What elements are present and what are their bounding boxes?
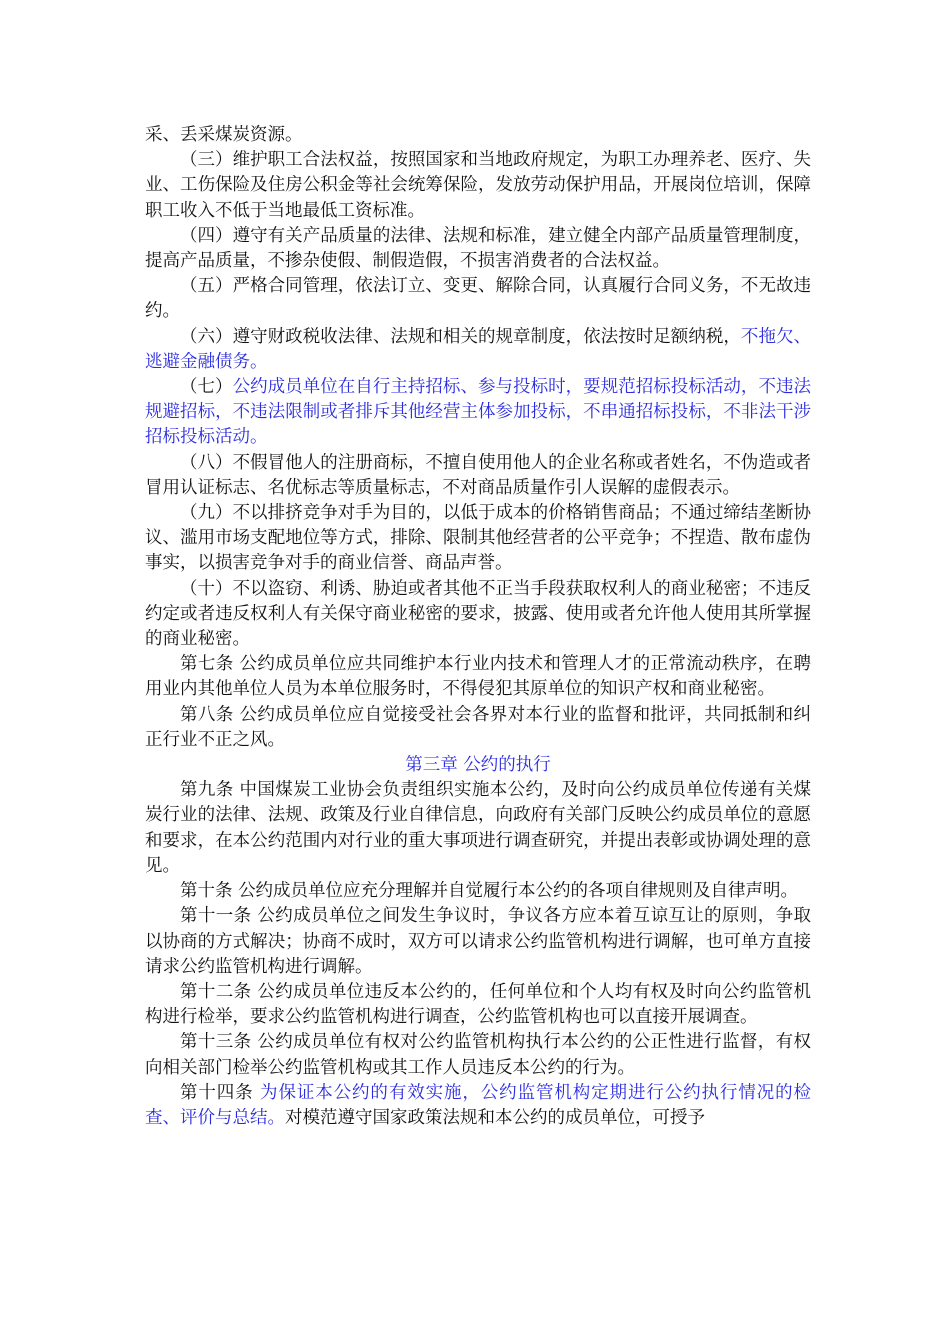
paragraph bbox=[145, 451, 811, 501]
text-run: 第十三条 公约成员单位有权对公约监管机构执行本公约的公正性进行监督，有权向相关部门检举公约监管机构或其工作人员违反本公约的行为。 bbox=[145, 1032, 811, 1078]
paragraph bbox=[145, 375, 811, 451]
text-run: （三）维护职工合法权益，按照国家和当地政府规定，为职工办理养老、医疗、失业、工伤保险及住房公积金等社会统筹保险，发放劳动保护用品，开展岗位培训，保障职工收入不低于当地最低工资标准。 bbox=[145, 150, 811, 221]
paragraph bbox=[145, 325, 811, 375]
paragraph bbox=[145, 879, 811, 904]
paragraph bbox=[145, 904, 811, 980]
paragraph bbox=[145, 1081, 811, 1131]
text-run: 第九条 中国煤炭工业协会负责组织实施本公约，及时向公约成员单位传递有关煤炭行业的法律、法规、政策及行业自律信息，向政府有关部门反映公约成员单位的意愿和要求，在本公约范围内对行业的重大事项进行调查研究，并提出表彰或协调处理的意见。 bbox=[145, 780, 811, 876]
text-run: 采、丢采煤炭资源。 bbox=[145, 125, 303, 145]
paragraph bbox=[145, 577, 811, 653]
text-run: （六）遵守财政税收法律、法规和相关的规章制度，依法按时足额纳税， bbox=[180, 326, 741, 347]
text-run: 第十条 公约成员单位应充分理解并自觉履行本公约的各项自律规则及自律声明。 bbox=[180, 881, 799, 902]
highlighted-text: 第三章 公约的执行 bbox=[405, 755, 551, 776]
text-run: 第十一条 公约成员单位之间发生争议时，争议各方应本着互谅互让的原则，争取以协商的方式解决；协商不成时，双方可以请求公约监管机构进行调解，也可单方直接请求公约监管机构进行调解。 bbox=[145, 906, 811, 977]
text-run: 第十四条 bbox=[180, 1082, 261, 1103]
text-run: 第十二条 公约成员单位违反本公约的，任何单位和个人均有权及时向公约监管机构进行检举，要求公约监管机构进行调查，公约监管机构也可以直接开展调查。 bbox=[145, 981, 811, 1028]
text-run: （八）不假冒他人的注册商标，不擅自使用他人的企业名称或者姓名，不伪造或者冒用认证标志、名优标志等质量标志，不对商品质量作引人误解的虚假表示。 bbox=[145, 452, 811, 498]
text-run: （七） bbox=[180, 377, 233, 398]
paragraph bbox=[145, 1030, 811, 1080]
highlighted-text: 为保证本公约的有效实施，公约监管机构定期进行公约执行情况的检查、评价与总结。 bbox=[145, 1082, 812, 1128]
paragraph bbox=[145, 123, 811, 148]
chapter-heading bbox=[145, 753, 811, 778]
paragraph bbox=[145, 980, 811, 1030]
paragraph bbox=[145, 778, 811, 879]
paragraph bbox=[145, 703, 811, 753]
text-run: 第七条 公约成员单位应共同维护本行业内技术和管理人才的正常流动秩序，在聘用业内其他单位人员为本单位服务时，不得侵犯其原单位的知识产权和商业秘密。 bbox=[145, 654, 811, 700]
paragraph bbox=[145, 501, 811, 577]
text-run: （九）不以排挤竞争对手为目的，以低于成本的价格销售商品；不通过缔结垄断协议、滥用市场支配地位等方式，排除、限制其他经营者的公平竞争；不捏造、散布虚伪事实，以损害竞争对手的商业信誉、商品声誉。 bbox=[145, 503, 811, 574]
text-run: （四）遵守有关产品质量的法律、法规和标准，建立健全内部产品质量管理制度，提高产品质量，不掺杂使假、制假造假，不损害消费者的合法权益。 bbox=[145, 225, 811, 272]
paragraph bbox=[145, 148, 811, 224]
text-run: 对模范遵守国家政策法规和本公约的成员单位，可授予 bbox=[285, 1107, 705, 1128]
document-body bbox=[145, 123, 811, 1131]
text-run: 第八条 公约成员单位应自觉接受社会各界对本行业的监督和批评，共同抵制和纠正行业不正之风。 bbox=[145, 704, 811, 750]
text-run: （十）不以盗窃、利诱、胁迫或者其他不正当手段获取权利人的商业秘密；不违反约定或者违反权利人有关保守商业秘密的要求，披露、使用或者允许他人使用其所掌握的商业秘密。 bbox=[145, 578, 811, 650]
highlighted-text: 公约成员单位在自行主持招标、参与投标时，要规范招标投标活动，不违法规避招标，不违法限制或者排斥其他经营主体参加投标，不串通招标投标，不非法干涉招标投标活动。 bbox=[145, 377, 812, 448]
paragraph bbox=[145, 224, 811, 274]
paragraph bbox=[145, 652, 811, 702]
highlighted-text: 不拖欠、逃避金融债务。 bbox=[145, 326, 812, 372]
paragraph bbox=[145, 274, 811, 324]
text-run: （五）严格合同管理，依法订立、变更、解除合同，认真履行合同义务，不无故违约。 bbox=[145, 276, 811, 322]
